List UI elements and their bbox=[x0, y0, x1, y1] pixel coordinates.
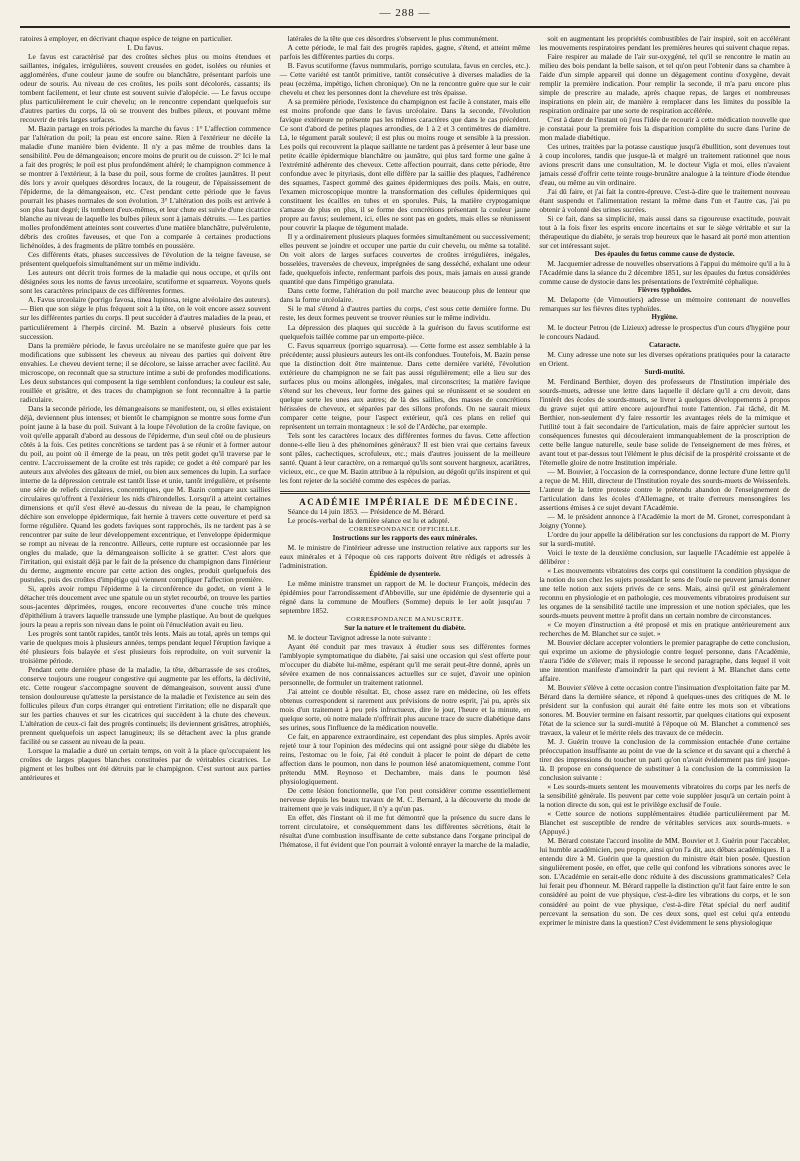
column-2 bbox=[280, 34, 531, 1157]
paragraph: Ces urines, traitées par la potasse caustique jusqu'à ébullition, sont devenues tout à coup incolores, tandis que jusque-là et malgré un traitement rationnel que nous avions prescrit dans une consultation, M. le docteur Vigla et moi, elles n'avaient jamais cessé d'offrir cette teinte rouge-brunâtre analogue à la teinture d'iode étendue d'eau, ou même au vin ordinaire. bbox=[539, 142, 790, 188]
paragraph: Voici le texte de la deuxième conclusion, sur laquelle l'Académie est appelée à délibérer : bbox=[539, 547, 790, 566]
paragraph: Ces différents états, phases successives de l'évolution de la teigne faveuse, se présentent quelquefois simultanément sur un même individu. bbox=[20, 250, 271, 269]
paragraph: Dans la première période, le favus urcéolaire ne se manifeste guère que par les modifications que subissent les cheveux au niveau des parties qui doivent être envahies. Le cheveu devient terne; il se décolore, se laisse arracher avec facilité. Au microscope, on reconnaît que sa structure intime a subi de profondes modifications. Les deux substances qui composent la tige semblent confondues; la couleur est sale, rouillée et grisâtre, et des traces du champignon se font reconnaître à la partie radiculaire. bbox=[20, 340, 271, 404]
paragraph: De cette lésion fonctionnelle, que l'on peut considérer comme essentiellement nerveuse depuis les beaux travaux de M. C. Bernard, à la découverte du mode de traitement que je vais indiquer, il n'y a qu'un pas. bbox=[279, 786, 531, 814]
proces-verbal: Le procès-verbal de la dernière séance est lu et adopté. bbox=[287, 515, 450, 525]
paragraph: La dépression des plaques qui succède à la guérison du favus scutiforme est quelquefois taillée comme par un emporte-pièce. bbox=[279, 322, 531, 341]
paragraph: Les auteurs ont décrit trois formes de la maladie qui nous occupe, et qu'ils ont désignées sous les noms de favus urceolaire, scutiforme et squarreux. Voyons quels sont les caractères principaux de ces différentes formes. bbox=[20, 268, 271, 296]
paragraph: Ayant été conduit par mes travaux à étudier sous ses différentes formes l'amblyopie symptomatique du diabète, j'ai saisi une occasion qui s'est offerte pour m'occuper du diabète lui-même, espérant qu'il me serait peut-être donné, après un sévère examen de nos connaissances actuelles sur ce sujet, d'avoir une opinion personnelle, de formuler un traitement rationnel. bbox=[279, 642, 531, 688]
paragraph: Les progrès sont tantôt rapides, tantôt très lents. Mais au total, après un temps qui varie de quelques mois à plusieurs années, temps pendant lequel l'éruption favique a été plusieurs fois balayée et s'est plusieurs fois reproduite, on voit survenir la troisième période. bbox=[20, 629, 271, 666]
column-1 bbox=[20, 34, 271, 1157]
page-header bbox=[20, 0, 790, 28]
paragraph: J'ai dû faire, et j'ai fait la contre-épreuve. C'est-à-dire que le traitement nouveau étant suspendu et l'alimentation restant la même dans l'un et l'autre cas, j'ai pu obtenir à volonté des urines sucrées. bbox=[539, 187, 790, 215]
paragraph: M. Delaporte (de Vimoutiers) adresse un mémoire contenant de nouvelles remarques sur les fièvres dites typhoïdes. bbox=[539, 295, 790, 314]
section-divider bbox=[280, 491, 531, 494]
heading-dystocie: Des épaules du fœtus comme cause de dystocie. bbox=[594, 250, 735, 259]
heading-hygiene: Hygiène. bbox=[651, 313, 678, 322]
paragraph: Faire respirer au malade de l'air sur-oxygéné, tel qu'il se rencontre le matin au milieu des bois pendant la belle saison, et tel qu'on peut l'obtenir dans sa chambre à l'aide d'un simple appareil qui donne un dégagement continu d'oxygène, devait remplir la première indication. Pour remplir la seconde, il m'a paru encore plus simple de prescrire au malade, après chaque repas, de larges et nombreuses inspirations en plein air, de manière à remplacer dans les limites du possible la respiration ordinaire par une sorte de respiration accélérée. bbox=[539, 52, 790, 116]
paragraph: Le favus est caractérisé par des croûtes sèches plus ou moins étendues et saillantes, inégales, irrégulières, souvent creusées en godet, isolées ou réunies et agglomérées, d'une couleur jaune de soufre ou blanchâtre, présentant parfois une odeur de souris. Au niveau de ces croûtes, les poils sont décolorés, cassants; ils tombent facilement, et leur chute est souvent suivie d'alopécie. — Le favus occupe plus particulièrement le cuir chevelu; on le rencontre cependant quelquefois sur d'autres parties du corps, là où se trouvent des bulbes pileux, et pouvant même recouvrir de très larges surfaces. bbox=[20, 52, 271, 125]
heading-fievres-typhoides: Fièvres typhoïdes. bbox=[637, 286, 692, 295]
paragraph: En effet, dès l'instant où il me fut démontré que la présence du sucre dans le torrent circulatoire, et conséquemment dans les différentes sécrétions, était le résultat d'une combustion insuffisante de cette substance dans l'organe principal de l'hématose, il fut évident que l'on pourrait à volonté enrayer la marche de la maladie, bbox=[279, 813, 531, 850]
page-number: — 288 — bbox=[379, 7, 431, 19]
heading-dysenterie: Épidémie de dysenterie. bbox=[369, 569, 441, 578]
paragraph: A. Favus urceolaire (porrigo favosa, tinea lupinosa, teigne alvéolaire des auteurs). — Bien que son siège le plus fréquent soit à la tête, on le voit encore assez souvent sur les différentes parties du corps. Il peut succéder à d'autres maladies de la peau, et particulièrement à l'herpès circiné. M. Bazin a observé plusieurs fois cette succession. bbox=[20, 295, 271, 341]
paragraph: « Les mouvements vibratoires des corps qui constituent la condition physique de la notion du son chez les sujets possédant le sens de l'ouïe ne peuvent jamais donner une telle notion aux sujets privés de ce sens. Mais, ainsi qu'il est généralement reconnu en physiologie et en pathologie, ces mouvements vibratoires produisent sur les organes de la sensibilité tactile une impression et une notion spéciales, que les sourds-muets peuvent mettre à profit dans un certain nombre de circonstances. bbox=[539, 565, 790, 620]
academie-title: ACADÉMIE IMPÉRIALE DE MÉDECINE. bbox=[299, 496, 519, 507]
paragraph: Dans la seconde période, les démangeaisons se manifestent, ou, si elles existaient déjà, deviennent plus intenses; et bientôt le champignon se montre sous forme d'un point jaune à la base du poil. Suivant à la loupe l'évolution de la croûte favique, on voit qu'elle apparaît d'abord au dessous de l'épiderme, d'un seul côté ou de plusieurs côtés à la fois. Ces petites concrétions se tardent pas à se réunir et à former autour du poil, au point où il émerge de la peau, un très petit godet qu'il traverse par le centre. L'accroissement de la croûte est très rapide; ce godet a été comparé par les auteurs aux alvéoles des gâteaux de miel, ou bien aux semences du lupin. La surface interne de la dépression centrale est tantôt lisse et unie, tantôt irrégulière, et présente une série de reliefs circulaires, concentriques, que M. Bazin compare aux saillies circulaires qu'offrent à l'extérieur les nids d'hirondelles. Lorsqu'il a atteint certaines dimensions et qu'il s'est élevé au-dessus du niveau de la peau, le champignon déchire son enveloppe épidermique, fait hernie à travers cette ouverture et perd sa forme régulière. Quand les godets faviques sont rapprochés, ils ne tardent pas à se rencontrer par suite de leur développement excentrique, et l'enveloppe épidermique se rompt au niveau de la rencontre. Ailleurs, cette rupture est occasionnée par les ongles du malade, que la démangeaison sollicite à se gratter. C'est alors que l'irritation, qui existait déjà par le fait de la présence du champignon dans l'intérieur du derme, augmente encore par cette action des ongles, produit quelquefois des pustules, puis des croûtes d'impétigo qui viennent compliquer l'affection première. bbox=[20, 403, 271, 584]
correspondance-officielle-heading: CORRESPONDANCE OFFICIELLE. bbox=[349, 525, 461, 533]
paragraph: A cette période, le mal fait des progrès rapides, gagne, s'étend, et atteint même parfois les différentes parties du corps. bbox=[279, 43, 531, 62]
heading-surdi-mutite: Surdi-mutité. bbox=[644, 367, 685, 376]
seance-line: Séance du 14 juin 1853. — Présidence de M. Bérard. bbox=[287, 506, 445, 516]
paragraph: « Cette source de notions supplémentaires étudiée particulièrement par M. Blanchet est susceptible de rendre de véritables services aux sourds-muets. » (Appuyé.) bbox=[539, 809, 790, 837]
paragraph: M. Bouvier s'élève à cette occasion contre l'insinuation d'exploitation faite par M. Bérard dans la dernière séance, et répond à quelques-unes des critiques de M. le président sur la confusion qui aurait été faite entre les mots son et vibrations sonores. M. Bouvier termine en faisant ressortir, par quelques citations qui exposent l'état de la science sur la surdi-mutité à l'époque où M. Blanchet a commencé ses travaux, la valeur et le mérite réels des travaux de ce médecin. bbox=[539, 683, 790, 738]
paragraph: M. le ministre de l'intérieur adresse une instruction relative aux rapports sur les eaux minérales et à l'époque où ces rapports doivent être rédigés et adressés à l'administration. bbox=[279, 542, 531, 570]
paragraph: Il y a ordinairement plusieurs plaques formées simultanément ou successivement; elles peuvent se joindre et occuper une partie du cuir chevelu, ou même sa totalité. On voit alors de larges surfaces couvertes de croûtes irrégulières, inégales, bosselées, traversées de cheveux, imprégnées de sang desséché, exhalant une odeur fade, quelquefois infecte, renfermant parfois des poux, mais jamais en aussi grande quantité que dans l'impétigo granulata. bbox=[279, 232, 531, 287]
paragraph: L'ordre du jour appelle la délibération sur les conclusions du rapport de M. Piorry sur la surdi-mutité. bbox=[539, 529, 790, 548]
paragraph: « Les sourds-muets sentent les mouvements vibratoires du corps par les nerfs de la sensibilité générale. Ils peuvent par cette voie suppléer jusqu'à un certain point à la notion directe du son, qui est le privilège exclusif de l'ouïe. bbox=[539, 782, 790, 810]
heading-cataracte: Cataracte. bbox=[649, 340, 681, 349]
section-title: I. Du favus. bbox=[127, 43, 164, 53]
column-3 bbox=[539, 34, 790, 1157]
paragraph: — M. le président annonce à l'Académie la mort de M. Gronet, correspondant à Joigny (Yonne). bbox=[539, 511, 790, 530]
paragraph: M. J. Guérin trouve la conclusion de la commission entachée d'une certaine préoccupation insuffisante au point de vue de la science et du savant qui a cherché à tirer des impressions du toucher un parti qu'on n'avait évidemment pas tiré jusque-là. Il propose en conséquence de substituer à la conclusion de la commission la conclusion suivante : bbox=[539, 737, 790, 783]
paragraph: soit en augmentant les propriétés combustibles de l'air inspiré, soit en accélérant les mouvements respiratoires pendant les premières heures qui suivent chaque repas. bbox=[539, 34, 790, 53]
paragraph: M. Jacquemier adresse de nouvelles observations à l'appui du mémoire qu'il a lu à l'Académie dans la séance du 2 décembre 1851, sur les épaules du fœtus considérées comme cause de dystocie dans les présentations de l'extrémité céphalique. bbox=[539, 259, 790, 287]
paragraph: M. Bouvier déclare accepter volontiers le premier paragraphe de cette conclusion, qui exprime un axiome de physiologie contre lequel personne, dans l'Académie, n'aura l'idée de s'élever; mais il repousse le second paragraphe, dans lequel il voit une intention manifeste d'amoindrir la part qui revient à M. Blanchet dans cette affaire. bbox=[539, 638, 790, 684]
paragraph: Ce fait, en apparence extraordinaire, est cependant des plus simples. Après avoir rejeté tour à tour l'opinion des médecins qui ont assigné pour siège du diabète les reins, l'estomac ou le foie, j'ai été conduit à placer le point de départ de cette affection dans le poumon, non dans le poumon lésé anatomiquement, comme l'ont prétendu MM. Reynoso et Dechambre, mais dans le poumon lésé physiologiquement. bbox=[279, 732, 531, 787]
paragraph: M. le docteur Petrou (de Lizieux) adresse le prospectus d'un cours d'hygiène pour le concours Nadaud. bbox=[539, 322, 790, 341]
paragraph: M. Ferdinand Berthier, doyen des professeurs de l'Institution impériale des sourds-muets, adresse une lettre dans laquelle il déclare qu'il a cru devoir, dans l'intérêt des écoles de sourds-muets, se livrer à quelques développements à propos du grave sujet qui attire encore aujourd'hui toute l'attention. J'ai tâché, dit M. Berthier, non-seulement d'y faire ressortir les avantages réels de la mimique et l'utilité tout à fait secondaire de l'articulation, mais de faire apprécier surtout les conséquences funestes qui découleraient immanquablement de la proscription de cette belle langue naturelle, seule base solide de l'enseignement de mes frères, et avant tout et par-dessus tout l'élément le plus décisif de la prospérité croissante et de l'éternelle gloire de notre Institution impériale. bbox=[539, 376, 790, 467]
paragraph: A sa première période, l'existence du champignon est facile à constater, mais elle est moins profonde que dans le favus urcéolaire. Dans la seconde, l'évolution favique extérieure ne présente pas les mêmes caractères que dans le cas précédent. Ce sont d'abord de petites plaques arrondies, de 1 à 2 et 3 centimètres de diamètre. Là, le tégument paraît soulevé; il est plus ou moins rouge et sensible à la pression. Les poils qui recouvrent la plaque saillante ne tardent pas à présenter à leur base une petite écaille épidermique blanchâtre ou jaunâtre, qui plus tard forme une gaîne à l'extrémité adhérente des cheveux. Cette affection pourrait, dans cette période, être confondue avec le pityriasis, dont elle diffère par la saillie des plaques, l'adhérence des squames, l'aspect gommé des gaines épidermiques des poils. Mais, en outre, l'examen microscopique montre la transformation des cellules épidermiques qui constituent les écailles en tubes et en sporules. Puis, la matière cryptogamique s'amasse de plus en plus, il se forme des concrétions présentant la couleur jaune propre au favus; seulement, ici, elles ne sont pas en godets, mais elles se réunissent pour couvrir la plaque de tégument malade. bbox=[279, 97, 531, 233]
paragraph: J'ai atteint ce double résultat. Et, chose assez rare en médecine, où les effets obtenus correspondent si rarement aux prévisions de notre esprit, j'ai pu, après six mois d'un traitement à peu près infructueux, dire le jour, l'heure et la minute, en quelque sorte, où notre malade n'offrirait plus aucune trace de sucre diabétique dans ses urines, sous l'influence de la médication nouvelle. bbox=[279, 687, 531, 733]
paragraph: Tels sont les caractères locaux des différentes formes du favus. Cette affection donne-t-elle lieu à des phénomènes généraux? Il est bien vrai que certains faveux sont pâles, cachectiques, scrofuleux, etc.; mais d'autres jouissent de la meilleure santé. Quant à leur caractère, on a remarqué qu'ils sont souvent hargneux, acariâtres, vicieux, etc., ce que M. Bazin attribue à la répulsion, au dégoût qu'ils inspirent et qui les font rejeter de la société comme des espèces de parias. bbox=[279, 430, 531, 485]
paragraph: « Ce moyen d'instruction a été proposé et mis en pratique antérieurement aux recherches de M. Blanchet sur ce sujet. » bbox=[539, 620, 790, 639]
heading-eaux-minerales: Instructions sur les rapports des eaux minérales. bbox=[332, 533, 478, 542]
paragraph: C'est à dater de l'instant où j'eus l'idée de recourir à cette médication nouvelle que je constatai pour la première fois la disparition complète du sucre dans l'urine de mon malade diabétique. bbox=[539, 115, 790, 143]
paragraph: B. Favus scutiforme (favus nummularis, porrigo scutulata, favus en cercles, etc.). — Cette variété est tantôt primitive, tantôt consécutive à diverses maladies de la peau (eczéma, impétigo, lichen chronique). On ne la rencontre guère que sur le cuir chevelu et chez les personnes dont la chevelure est très épaisse. bbox=[279, 61, 531, 98]
correspondance-manuscrite-heading: CORRESPONDANCE MANUSCRITE. bbox=[346, 615, 464, 623]
paragraph: Dans cette forme, l'altération du poil marche avec beaucoup plus de lenteur que dans la forme urcéolaire. bbox=[279, 286, 531, 305]
paragraph: Lorsque la maladie a duré un certain temps, on voit à la place qu'occupaient les croûtes de larges plaques blanches constituées par de véritables cicatrices. Le pigment et les bulbes ont été détruits par le champignon. C'est surtout aux parties antérieures et bbox=[20, 746, 271, 783]
paragraph: ratoires à employer, en décrivant chaque espèce de teigne en particulier. bbox=[20, 34, 233, 43]
paragraph: Le même ministre transmet un rapport de M. le docteur François, médecin des épidémies pour l'arrondissement d'Abbeville, sur une épidémie de dysenterie qui a régné dans la commune de Mouflers (Somme) depuis le 1er août jusqu'au 7 septembre 1852. bbox=[279, 578, 531, 615]
paragraph: C. Favus squarreux (porrigo squarrosa). — Cette forme est assez semblable à la précédente; aussi plusieurs auteurs les ont-ils confondues. Toutefois, M. Bazin pense que la distinction doit être maintenue. Dans cette dernière variété, l'évolution extérieure du champignon ne se fait pas aussi régulièrement; elle a lieu sur des surfaces plus ou moins allongées, inégales, mal circonscrites; la matière favique s'étend sur les cheveux, leur forme des gaines qui se réunissent et se soudent en quelque sorte les unes aux autres; de là des saillies, des masses de concrétions hérissées de cheveux, et séparées par des sillons profonds. On ne saurait mieux comparer cette teigne, pour l'aspect extérieur, qu'à ces plans en relief qui représentent un terrain montagneux : le sol de l'Ardèche, par exemple. bbox=[279, 340, 531, 431]
paragraph: latérales de la tête que ces désordres s'observent le plus communément. bbox=[287, 34, 499, 43]
paragraph: M. Bazin partage en trois périodes la marche du favus : 1° L'affection commence par l'altération du poil; la peau est encore saine. Rien à l'extérieur ne décèle la maladie d'une manière bien évidente. Il n'y a pas même de troubles dans la sensibilité. Peu de démangeaison; encore moins de prurit ou de cuisson. 2° Ici le mal a fait des progrès; le poil est plus profondément altéré; le champignon commence à se montrer à l'extérieur, à la base du poil, sous forme de croûtes jaunâtres. Il peut dès lors y avoir quelques désordres locaux, de la rougeur, de l'épaississement de l'épiderme, de la démangeaison, etc. C'est pendant cette période que le favus pourrait les phases normales de son évolution. 3° L'altération des poils est arrivée à son plus haut degré; ils tombent d'eux-mêmes, et leur chute est suivie d'une cicatrice blanche au niveau de laquelle les bulbes pileux sont à jamais détruits. — Les parties molles profondément atteintes sont couvertes d'une matière blanchâtre, pulvérulente, débris des croûtes faveuses, et que l'on a comparée à certaines productions lichénoïdes, à des fragments de plâtre tombés en poussière. bbox=[20, 124, 271, 251]
paragraph: Pendant cette dernière phase de la maladie, la tête, débarrassée de ses croûtes, conserve toujours une rougeur congestive qui augmente par les efforts, la déclivité, etc. Cette rougeur s'accompagne souvent de démangeaison, souvent aussi d'une tension douloureuse qu'atteste la persistance de la maladie et l'existence au sein des follicules pileux d'un corps étranger qui entretient l'irritation; elle ne disparaît que sur les parties chauves et sur les cicatrices qui succèdent à la chute des cheveux. L'altération de ceux-ci fait des progrès continuels; ils deviennent grisâtres, atrophiés, prennent quelquefois un aspect lanugineux; ils se détachent avec la plus grande facilité ou se cassent au niveau de la peau. bbox=[20, 665, 271, 747]
paragraph: M. Cuny adresse une note sur les diverses opérations pratiquées pour la cataracte en Orient. bbox=[539, 349, 790, 368]
paragraph: M. Bérard constate l'accord insolite de MM. Bouvier et J. Guérin pour l'accabler, lui humble académicien, peu propre, ainsi qu'on l'a dit, aux débats académiques. Il a entendu dire à M. Guérin que la question du ministre était bien posée. Question singulièrement posée, en effet, que celle qui confond les vibrations sonores avec le son. L'Académie en serait-elle donc réduite à des discussions grammaticales? Cela lui ferait peu d'honneur. M. Bérard rappelle la distinction qu'il faut faire entre le son considéré au point de vue physique, c'est-à-dire les vibrations du corps, et le son considéré au point de vue physique, c'est-à-dire l'état spécial du nerf auditif percevant la sensation du son. De ces deux sons, quel est celui qu'a entendu exprimer le ministre dans la question? C'est évidemment le sens physiologique bbox=[539, 836, 790, 927]
text-columns bbox=[20, 34, 790, 1157]
heading-diabete: Sur la nature et le traitement du diabète. bbox=[344, 624, 466, 632]
paragraph: Si ce fait, dans sa simplicité, mais aussi dans sa rigoureuse exactitude, pouvait tout à la fois fixer les esprits encore incertains et sur le siège véritable et sur la thérapeutique du diabète, je serais trop heureux que le hasard ait porté mon attention sur cet intéressant sujet. bbox=[539, 214, 790, 251]
paragraph: Si le mal s'étend à d'autres parties du corps, c'est sous cette dernière forme. Du reste, les deux formes peuvent se trouver réunies sur le même individu. bbox=[279, 304, 531, 323]
paragraph: — M. Bouvier, à l'occasion de la correspondance, donne lecture d'une lettre qu'il a reçue de M. Hill, directeur de l'Institution royale des sourds-muets de Weissenfels. L'auteur de la lettre proteste contre le prétendu abandon de l'enseignement de l'articulation dans les écoles d'Allemagne, et traite d'erreurs mensongères les assertions émises à ce sujet devant l'Académie. bbox=[539, 466, 790, 512]
paragraph: M. le docteur Tavignot adresse la note suivante : bbox=[287, 633, 431, 643]
paragraph: Si, après avoir rompu l'épiderme à la circonférence du godet, on vient à le détacher très doucement avec une spatule ou un stylet recourbé, on trouve les parties sous-jacentes déprimées, rouges, encore recouvertes d'une couche très mince d'épithélium à travers laquelle transsude une lymphe plastique. Au bout de quelques jours la peau a repris son niveau dans le point où l'énucléation avait eu lieu. bbox=[20, 583, 271, 630]
